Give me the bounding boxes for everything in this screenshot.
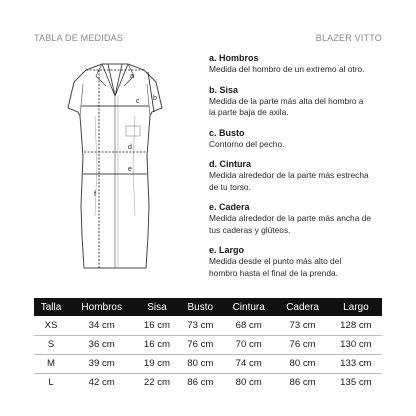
definition-sisa bbox=[209, 84, 399, 119]
definition-largo bbox=[209, 244, 399, 279]
definition-text: hombro hasta el final de la prenda. bbox=[209, 267, 338, 278]
product-name: BLAZER VITTO bbox=[315, 33, 382, 43]
collar-left bbox=[102, 64, 115, 96]
column-header-busto: Busto bbox=[179, 298, 222, 316]
column-header-cadera: Cadera bbox=[275, 298, 329, 316]
definition-title: d. Cintura bbox=[209, 159, 251, 169]
table-cell: 16 cm bbox=[135, 335, 178, 354]
definition-text: Medida desde el punto más alto del bbox=[209, 256, 342, 266]
table-cell: 86 cm bbox=[289, 377, 316, 389]
table-cell: L bbox=[48, 377, 54, 389]
label-a: a bbox=[130, 73, 134, 80]
table-cell: 130 cm bbox=[330, 335, 382, 354]
label-f: f bbox=[94, 191, 96, 198]
definition-text: Medida del hombro de un extremo al otro. bbox=[209, 64, 365, 74]
size-table bbox=[34, 298, 382, 392]
definition-text: la parte baja de axila. bbox=[209, 107, 289, 117]
definition-title: c. Busto bbox=[209, 127, 245, 138]
table-cell: 42 cm bbox=[88, 377, 115, 389]
table-cell: 73 cm bbox=[275, 316, 329, 335]
label-d: d bbox=[128, 144, 132, 151]
measurement-definitions bbox=[209, 52, 399, 287]
definition-text: de tu torso. bbox=[209, 181, 251, 192]
table-row bbox=[34, 335, 382, 354]
table-cell: 70 cm bbox=[222, 335, 275, 354]
table-cell: 68 cm bbox=[222, 316, 275, 335]
definition-text: Medida de la parte más alta del hombro a bbox=[209, 95, 364, 106]
table-cell: 135 cm bbox=[340, 377, 372, 389]
definition-cintura bbox=[209, 158, 399, 193]
table-cell: 76 cm bbox=[179, 335, 222, 354]
garment-illustration bbox=[50, 56, 180, 284]
column-header-hombros: Hombros bbox=[68, 298, 135, 316]
table-cell: 80 cm bbox=[275, 354, 329, 373]
definition-text: Medida alrededor de la parte más ancha de bbox=[209, 213, 372, 223]
size-chart-heading: TABLA DE MEDIDAS bbox=[34, 33, 124, 43]
table-cell: S bbox=[34, 335, 68, 354]
lapel-left bbox=[96, 64, 106, 86]
table-cell: 128 cm bbox=[330, 316, 382, 335]
definition-text: tus caderas y glúteos. bbox=[209, 224, 291, 235]
label-c: c bbox=[136, 98, 140, 105]
table-cell: XS bbox=[34, 316, 68, 335]
column-header-talla: Talla bbox=[34, 298, 68, 316]
table-cell: 86 cm bbox=[187, 377, 214, 389]
table-header-row bbox=[34, 298, 382, 316]
definition-hombros bbox=[209, 52, 399, 76]
definition-text: Contorno del pecho. bbox=[209, 138, 285, 149]
label-e: e bbox=[128, 166, 132, 173]
table-cell: M bbox=[34, 354, 68, 373]
column-header-largo: Largo bbox=[330, 298, 382, 316]
table-cell: 19 cm bbox=[135, 354, 178, 373]
table-cell: 16 cm bbox=[135, 316, 178, 335]
dress-diagram bbox=[50, 56, 180, 284]
collar-right bbox=[115, 64, 128, 96]
table-cell: 74 cm bbox=[222, 354, 275, 373]
table-cell: 34 cm bbox=[68, 316, 135, 335]
definition-title: a. Hombros bbox=[209, 53, 259, 63]
definition-cadera bbox=[209, 201, 399, 236]
definition-title: e. Largo bbox=[209, 245, 245, 255]
table-cell: 36 cm bbox=[68, 335, 135, 354]
table-cell: 80 cm bbox=[179, 354, 222, 373]
table-row bbox=[34, 354, 382, 373]
table-cell: 133 cm bbox=[330, 354, 382, 373]
definition-title: b. Sisa bbox=[209, 84, 239, 95]
table-row bbox=[34, 316, 382, 335]
definition-title: e. Cadera bbox=[209, 202, 250, 212]
column-header-sisa: Sisa bbox=[135, 298, 178, 316]
table-cell: 22 cm bbox=[143, 377, 171, 389]
table-cell: 76 cm bbox=[275, 335, 329, 354]
column-header-cintura: Cintura bbox=[222, 298, 275, 316]
table-row bbox=[34, 373, 382, 392]
table-cell: 39 cm bbox=[68, 354, 135, 373]
table-cell: 80 cm bbox=[235, 377, 262, 389]
definition-text: Medida alrededor de la parte más estrecha bbox=[209, 170, 369, 180]
label-b: b bbox=[153, 95, 157, 102]
table-cell: 73 cm bbox=[179, 316, 222, 335]
definition-busto bbox=[209, 127, 399, 151]
